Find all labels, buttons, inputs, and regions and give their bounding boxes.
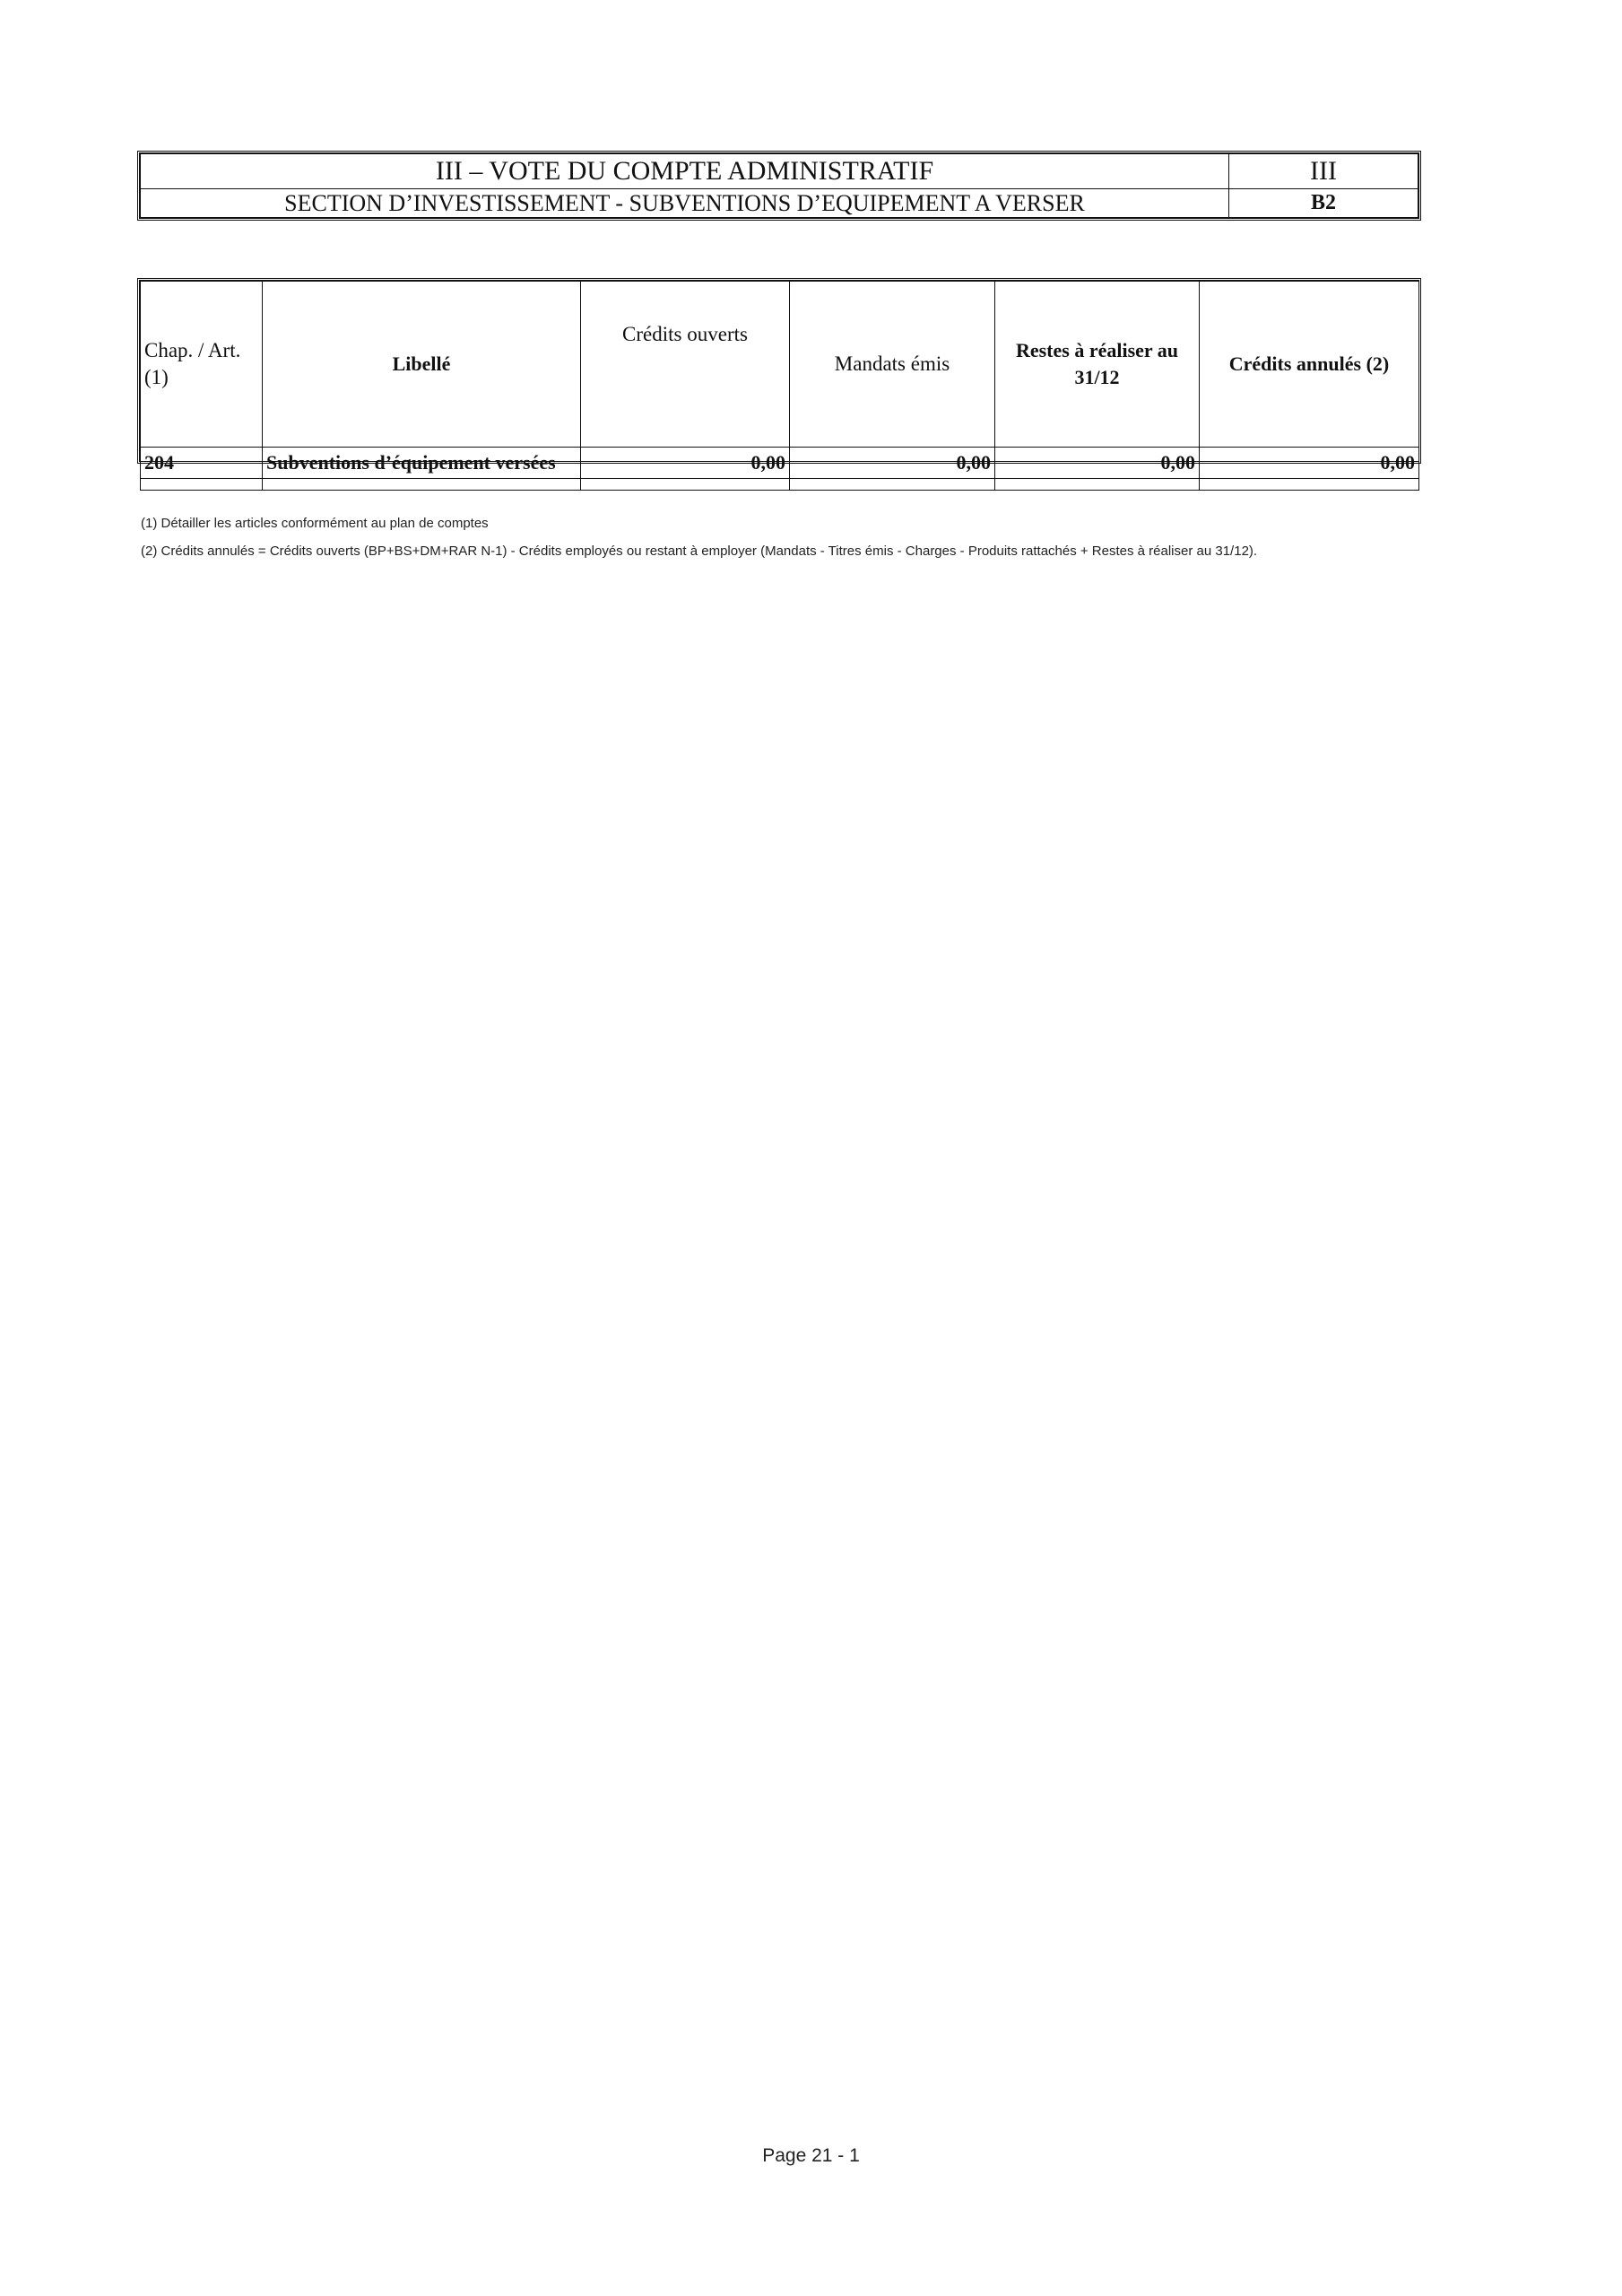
cell-credits-ouverts: 0,00 bbox=[581, 448, 790, 479]
page-number: Page 21 - 1 bbox=[762, 2145, 860, 2166]
header-restes: Restes à réaliser au 31/12 bbox=[995, 282, 1200, 448]
header-libelle: Libellé bbox=[263, 282, 581, 448]
cell-credits-annules: 0,00 bbox=[1200, 448, 1419, 479]
table-row-spacer bbox=[141, 479, 1419, 491]
table-row bbox=[141, 448, 1419, 479]
footnote-2: (2) Crédits annulés = Crédits ouverts (BP+BS+DM+RAR N-1) - Crédits employés ou restant à employer (Mandats - Titres émis - Charges - Produits rattachés + Restes à réaliser au 31/12). bbox=[141, 544, 1258, 559]
header-chap-art: Chap. / Art. (1) bbox=[141, 282, 263, 448]
credits-table bbox=[137, 278, 1421, 474]
subsection-code: B2 bbox=[1229, 189, 1418, 218]
header-credits-ouverts: Crédits ouverts bbox=[581, 282, 790, 448]
document-subtitle: SECTION D’INVESTISSEMENT - SUBVENTIONS D’EQUIPEMENT A VERSER bbox=[141, 189, 1229, 218]
section-code: III bbox=[1229, 154, 1418, 189]
cell-chap: 204 bbox=[141, 448, 263, 479]
cell-libelle: Subventions d’équipement versées bbox=[263, 448, 581, 479]
cell-restes: 0,00 bbox=[995, 448, 1200, 479]
cell-mandats-emis: 0,00 bbox=[790, 448, 995, 479]
document-title: III – VOTE DU COMPTE ADMINISTRATIF bbox=[141, 154, 1229, 189]
document-header bbox=[137, 151, 1421, 221]
header-credits-annules: Crédits annulés (2) bbox=[1200, 282, 1419, 448]
header-mandats-emis: Mandats émis bbox=[790, 282, 995, 448]
footnote-1: (1) Détailler les articles conformément au plan de comptes bbox=[141, 516, 489, 531]
